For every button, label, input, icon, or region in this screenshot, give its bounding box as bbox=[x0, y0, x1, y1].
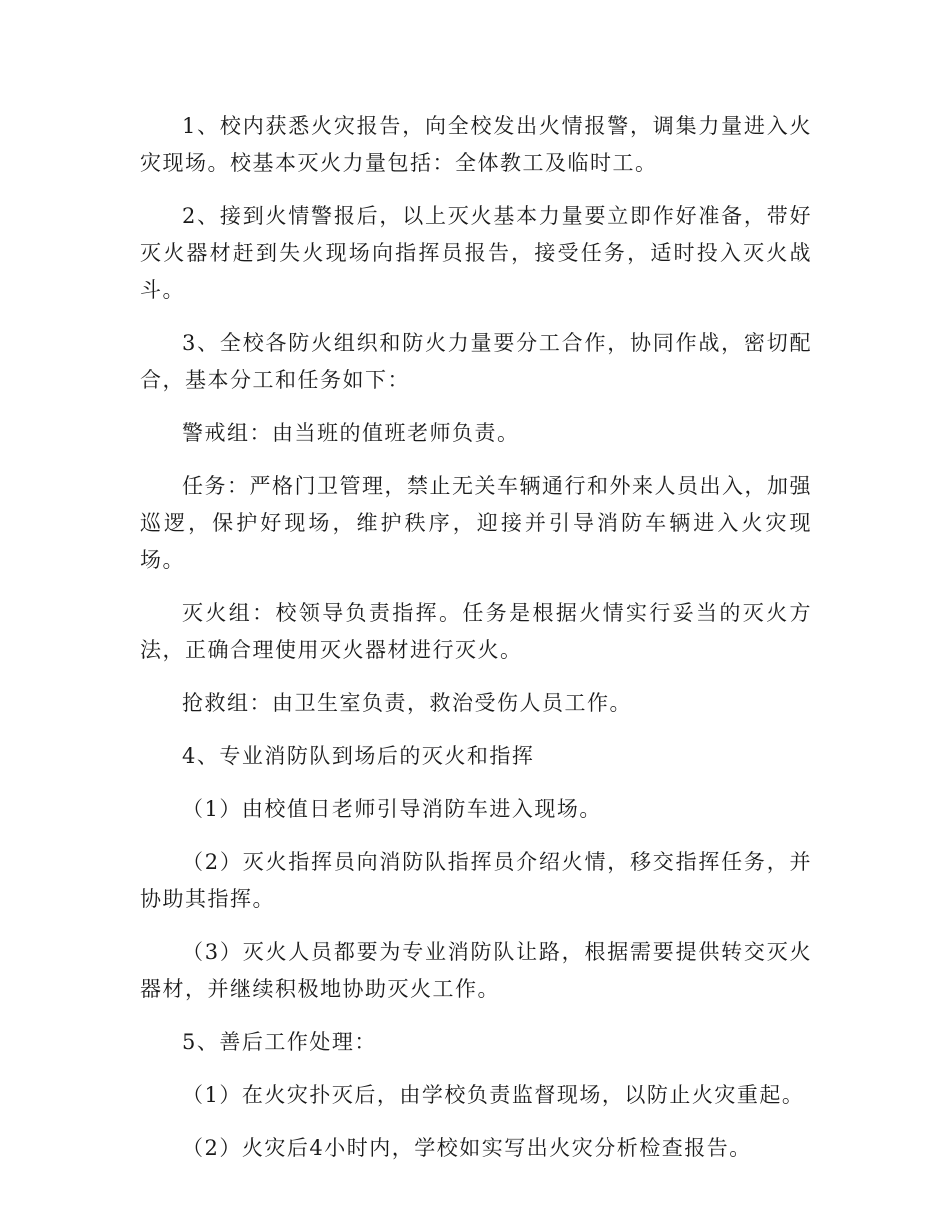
paragraph-5: 任务：严格门卫管理，禁止无关车辆通行和外来人员出入，加强巡逻，保护好现场，维护秩序，迎接并引导消防车辆进入火灾现场。 bbox=[140, 474, 812, 572]
paragraph-12: 5、善后工作处理： bbox=[182, 1030, 377, 1054]
paragraph-14: （2）火灾后4小时内，学校如实写出火灾分析检查报告。 bbox=[182, 1136, 752, 1160]
paragraph-6: 灭火组：校领导负责指挥。任务是根据火情实行妥当的灭火方法，正确合理使用灭火器材进行灭火。 bbox=[140, 601, 812, 662]
paragraph-4: 警戒组：由当班的值班老师负责。 bbox=[182, 421, 520, 445]
paragraph-9: （1）由校值日老师引导消防车进入现场。 bbox=[182, 797, 602, 821]
paragraph-11: （3）灭火人员都要为专业消防队让路，根据需要提供转交灭火器材，并继续积极地协助灭火工作。 bbox=[140, 940, 812, 1001]
paragraph-2: 2、接到火情警报后，以上灭火基本力量要立即作好准备，带好灭火器材赶到失火现场向指挥员报告，接受任务，适时投入灭火战斗。 bbox=[140, 204, 812, 302]
document-body bbox=[140, 108, 812, 1183]
paragraph-7: 抢救组：由卫生室负责，救治受伤人员工作。 bbox=[182, 691, 632, 715]
paragraph-8: 4、专业消防队到场后的灭火和指挥 bbox=[182, 744, 535, 768]
paragraph-13: （1）在火灾扑灭后，由学校负责监督现场，以防止火灾重起。 bbox=[182, 1083, 805, 1107]
paragraph-10: （2）灭火指挥员向消防队指挥员介绍火情，移交指挥任务，并协助其指挥。 bbox=[140, 850, 812, 911]
paragraph-1: 1、校内获悉火灾报告，向全校发出火情报警，调集力量进入火灾现场。校基本灭火力量包括：全体教工及临时工。 bbox=[140, 114, 812, 175]
paragraph-3: 3、全校各防火组织和防火力量要分工合作，协同作战，密切配合，基本分工和任务如下： bbox=[140, 331, 812, 392]
